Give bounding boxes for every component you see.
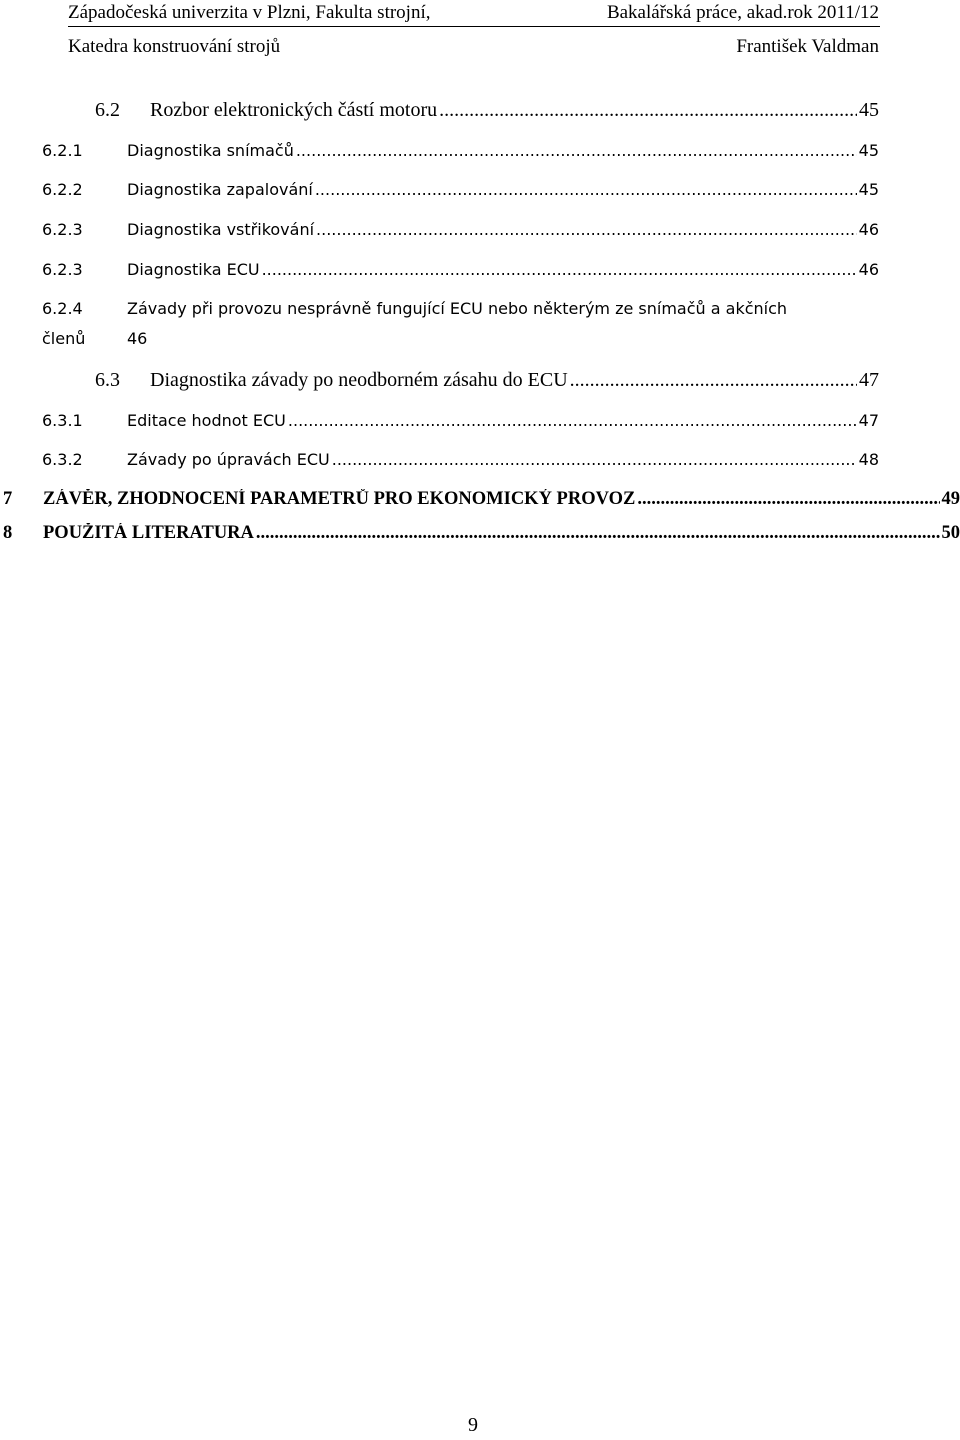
toc-title: Diagnostika ECU	[127, 260, 260, 279]
toc-page: 50	[941, 523, 960, 543]
toc-leader	[316, 220, 857, 239]
toc-leader	[570, 369, 857, 392]
toc-entry-6-3-2[interactable]	[42, 450, 879, 469]
toc-leader	[637, 489, 939, 510]
header-university: Západočeská univerzita v Plzni, Fakulta strojní,	[68, 2, 431, 23]
toc-title: Diagnostika vstřikování	[127, 220, 315, 239]
header-department: Katedra konstruování strojů	[68, 36, 281, 57]
toc-entry-7[interactable]	[3, 489, 960, 510]
toc-page: 45	[858, 141, 879, 160]
toc-leader	[296, 141, 857, 160]
toc-page: 46	[127, 329, 148, 348]
toc-title-line-1: Závady při provozu nesprávně fungující ECU nebo některým ze snímačů a akčních	[127, 299, 788, 318]
toc-leader	[332, 450, 857, 469]
toc-entry-6-3[interactable]	[95, 369, 879, 392]
toc-title: Rozbor elektronických částí motoru	[150, 99, 438, 121]
toc-number: 7	[3, 489, 13, 509]
toc-number: 6.2	[95, 99, 120, 121]
toc-leader	[262, 260, 857, 279]
toc-title: Diagnostika snímačů	[127, 141, 294, 160]
toc-number: 6.2.4	[42, 299, 83, 318]
toc-leader	[256, 523, 940, 544]
toc-title: Závady po úpravách ECU	[127, 450, 330, 469]
toc-title: Diagnostika závady po neodborném zásahu do ECU	[150, 369, 568, 391]
toc-leader	[439, 99, 857, 122]
toc-number: 8	[3, 523, 13, 543]
toc-number: 6.2.1	[42, 141, 83, 160]
toc-page: 49	[941, 489, 960, 509]
header-thesis-info: Bakalářská práce, akad.rok 2011/12	[606, 2, 879, 23]
toc-number: 6.2.2	[42, 180, 83, 199]
toc-entry-8[interactable]	[3, 523, 960, 544]
toc-title-line-2: členů	[42, 329, 86, 348]
toc-page: 45	[858, 180, 879, 199]
toc-entry-6-3-1[interactable]	[42, 411, 879, 430]
toc-number: 6.2.3	[42, 220, 83, 239]
toc-entry-6-2-2[interactable]	[42, 180, 879, 199]
toc-page: 47	[858, 411, 879, 430]
toc-entry-6-2-3-ecu[interactable]	[42, 260, 879, 279]
toc-page: 47	[859, 369, 879, 391]
toc-page: 48	[858, 450, 879, 469]
toc-number: 6.2.3	[42, 260, 83, 279]
toc-page: 45	[859, 99, 879, 121]
toc-number: 6.3.1	[42, 411, 83, 430]
toc-leader	[315, 180, 857, 199]
toc-entry-6-2-3-vstrikovani[interactable]	[42, 220, 879, 239]
toc-entry-6-2-4[interactable]	[42, 299, 879, 357]
toc-number: 6.3	[95, 369, 120, 391]
toc-page: 46	[858, 260, 879, 279]
toc-leader	[288, 411, 857, 430]
header-rule	[68, 26, 880, 27]
toc-title: POUŽITÁ LITERATURA	[43, 523, 254, 543]
toc-title: Diagnostika zapalování	[127, 180, 313, 199]
page-number: 9	[468, 1414, 478, 1436]
toc-page: 46	[858, 220, 879, 239]
header-author: František Valdman	[736, 36, 879, 57]
toc-title: ZÁVĚR, ZHODNOCENÍ PARAMETRŮ PRO EKONOMICKÝ PROVOZ	[43, 489, 636, 509]
toc-entry-6-2-1[interactable]	[42, 141, 879, 160]
toc-entry-6-2[interactable]	[95, 99, 879, 122]
toc-title: Editace hodnot ECU	[127, 411, 286, 430]
toc-number: 6.3.2	[42, 450, 83, 469]
